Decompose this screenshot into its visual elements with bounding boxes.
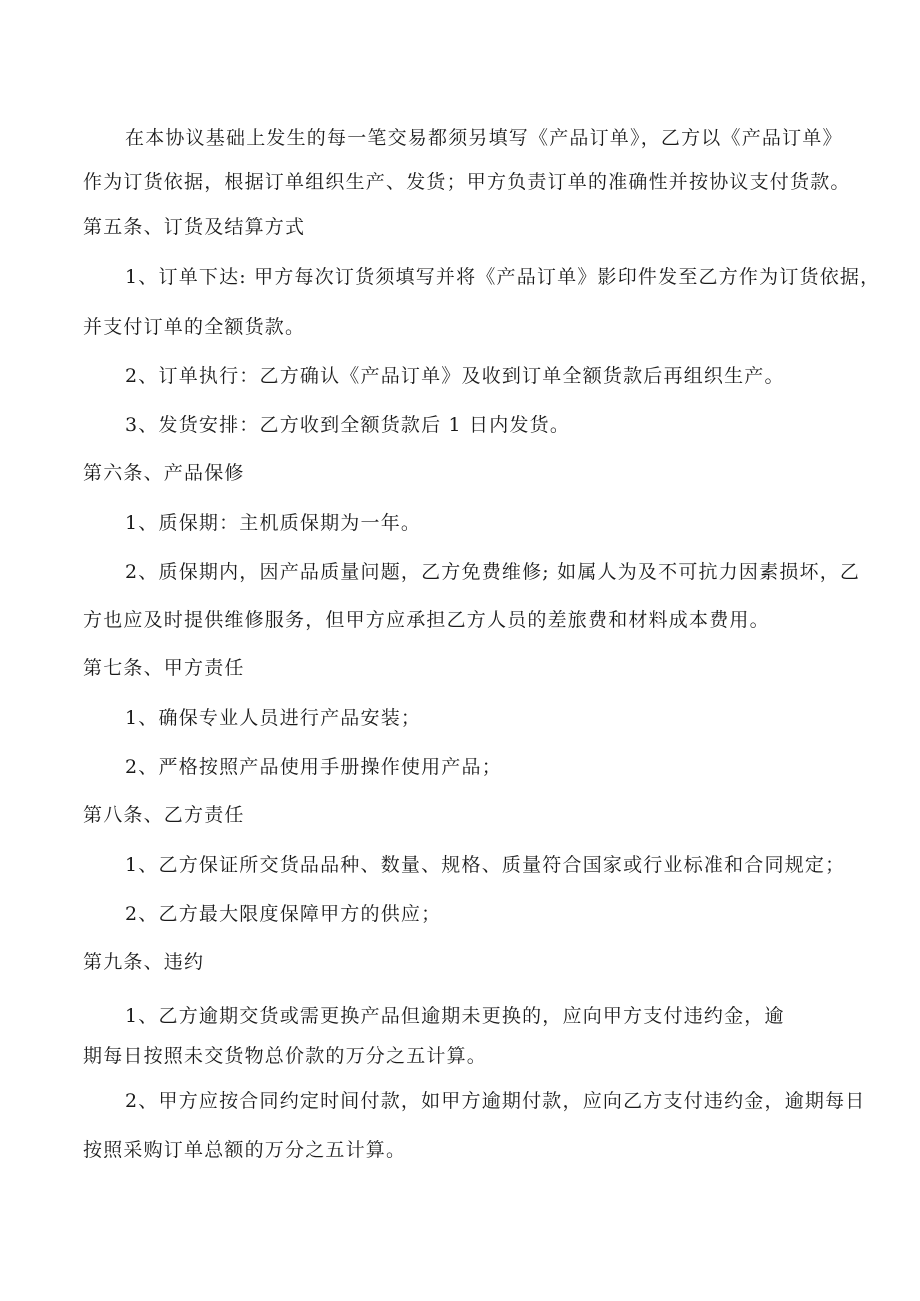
- article-6-item-1: 1、质保期：主机质保期为一年。: [125, 512, 422, 534]
- article-5-item-1-line-2: 并支付订单的全额货款。: [83, 316, 306, 338]
- article-5-item-1-line-1: 1、订单下达: 甲方每次订货须填写并将《产品订单》影印件发至乙方作为订货依据，: [125, 266, 881, 288]
- article-8-heading: 第八条、乙方责任: [83, 804, 245, 826]
- article-5-item-3: 3、发货安排：乙方收到全额货款后 1 日内发货。: [125, 414, 571, 436]
- article-6-item-2-line-2: 方也应及时提供维修服务，但甲方应承担乙方人员的差旅费和材料成本费用。: [83, 609, 770, 631]
- article-7-heading: 第七条、甲方责任: [83, 657, 245, 679]
- article-9-item-1-line-2: 期每日按照未交货物总价款的万分之五计算。: [83, 1045, 488, 1067]
- article-9-item-1-line-1: 1、乙方逾期交货或需更换产品但逾期未更换的，应向甲方支付违约金，逾: [125, 1005, 785, 1027]
- article-5-item-2: 2、订单执行：乙方确认《产品订单》及收到订单全额货款后再组织生产。: [125, 365, 785, 387]
- article-9-item-2-line-2: 按照采购订单总额的万分之五计算。: [83, 1139, 407, 1161]
- article-7-item-2: 2、严格按照产品使用手册操作使用产品；: [125, 756, 502, 778]
- article-9-heading: 第九条、违约: [83, 951, 205, 973]
- article-7-item-1: 1、确保专业人员进行产品安装；: [125, 707, 422, 729]
- article-8-item-2: 2、乙方最大限度保障甲方的供应；: [125, 903, 442, 925]
- article-9-item-2-line-1: 2、甲方应按合同约定时间付款，如甲方逾期付款，应向乙方支付违约金，逾期每日: [125, 1090, 866, 1112]
- intro-line-1: 在本协议基础上发生的每一笔交易都须另填写《产品订单》，乙方以《产品订单》: [125, 127, 843, 149]
- article-6-item-2-line-1: 2、质保期内，因产品质量问题，乙方免费维修; 如属人为及不可抗力因素损坏，乙: [125, 561, 861, 583]
- article-6-heading: 第六条、产品保修: [83, 462, 245, 484]
- article-8-item-1: 1、乙方保证所交货品品种、数量、规格、质量符合国家或行业标准和合同规定；: [125, 854, 846, 876]
- intro-line-2: 作为订货依据，根据订单组织生产、发货；甲方负责订单的准确性并按协议支付货款。: [83, 171, 851, 193]
- article-5-heading: 第五条、订货及结算方式: [83, 216, 306, 238]
